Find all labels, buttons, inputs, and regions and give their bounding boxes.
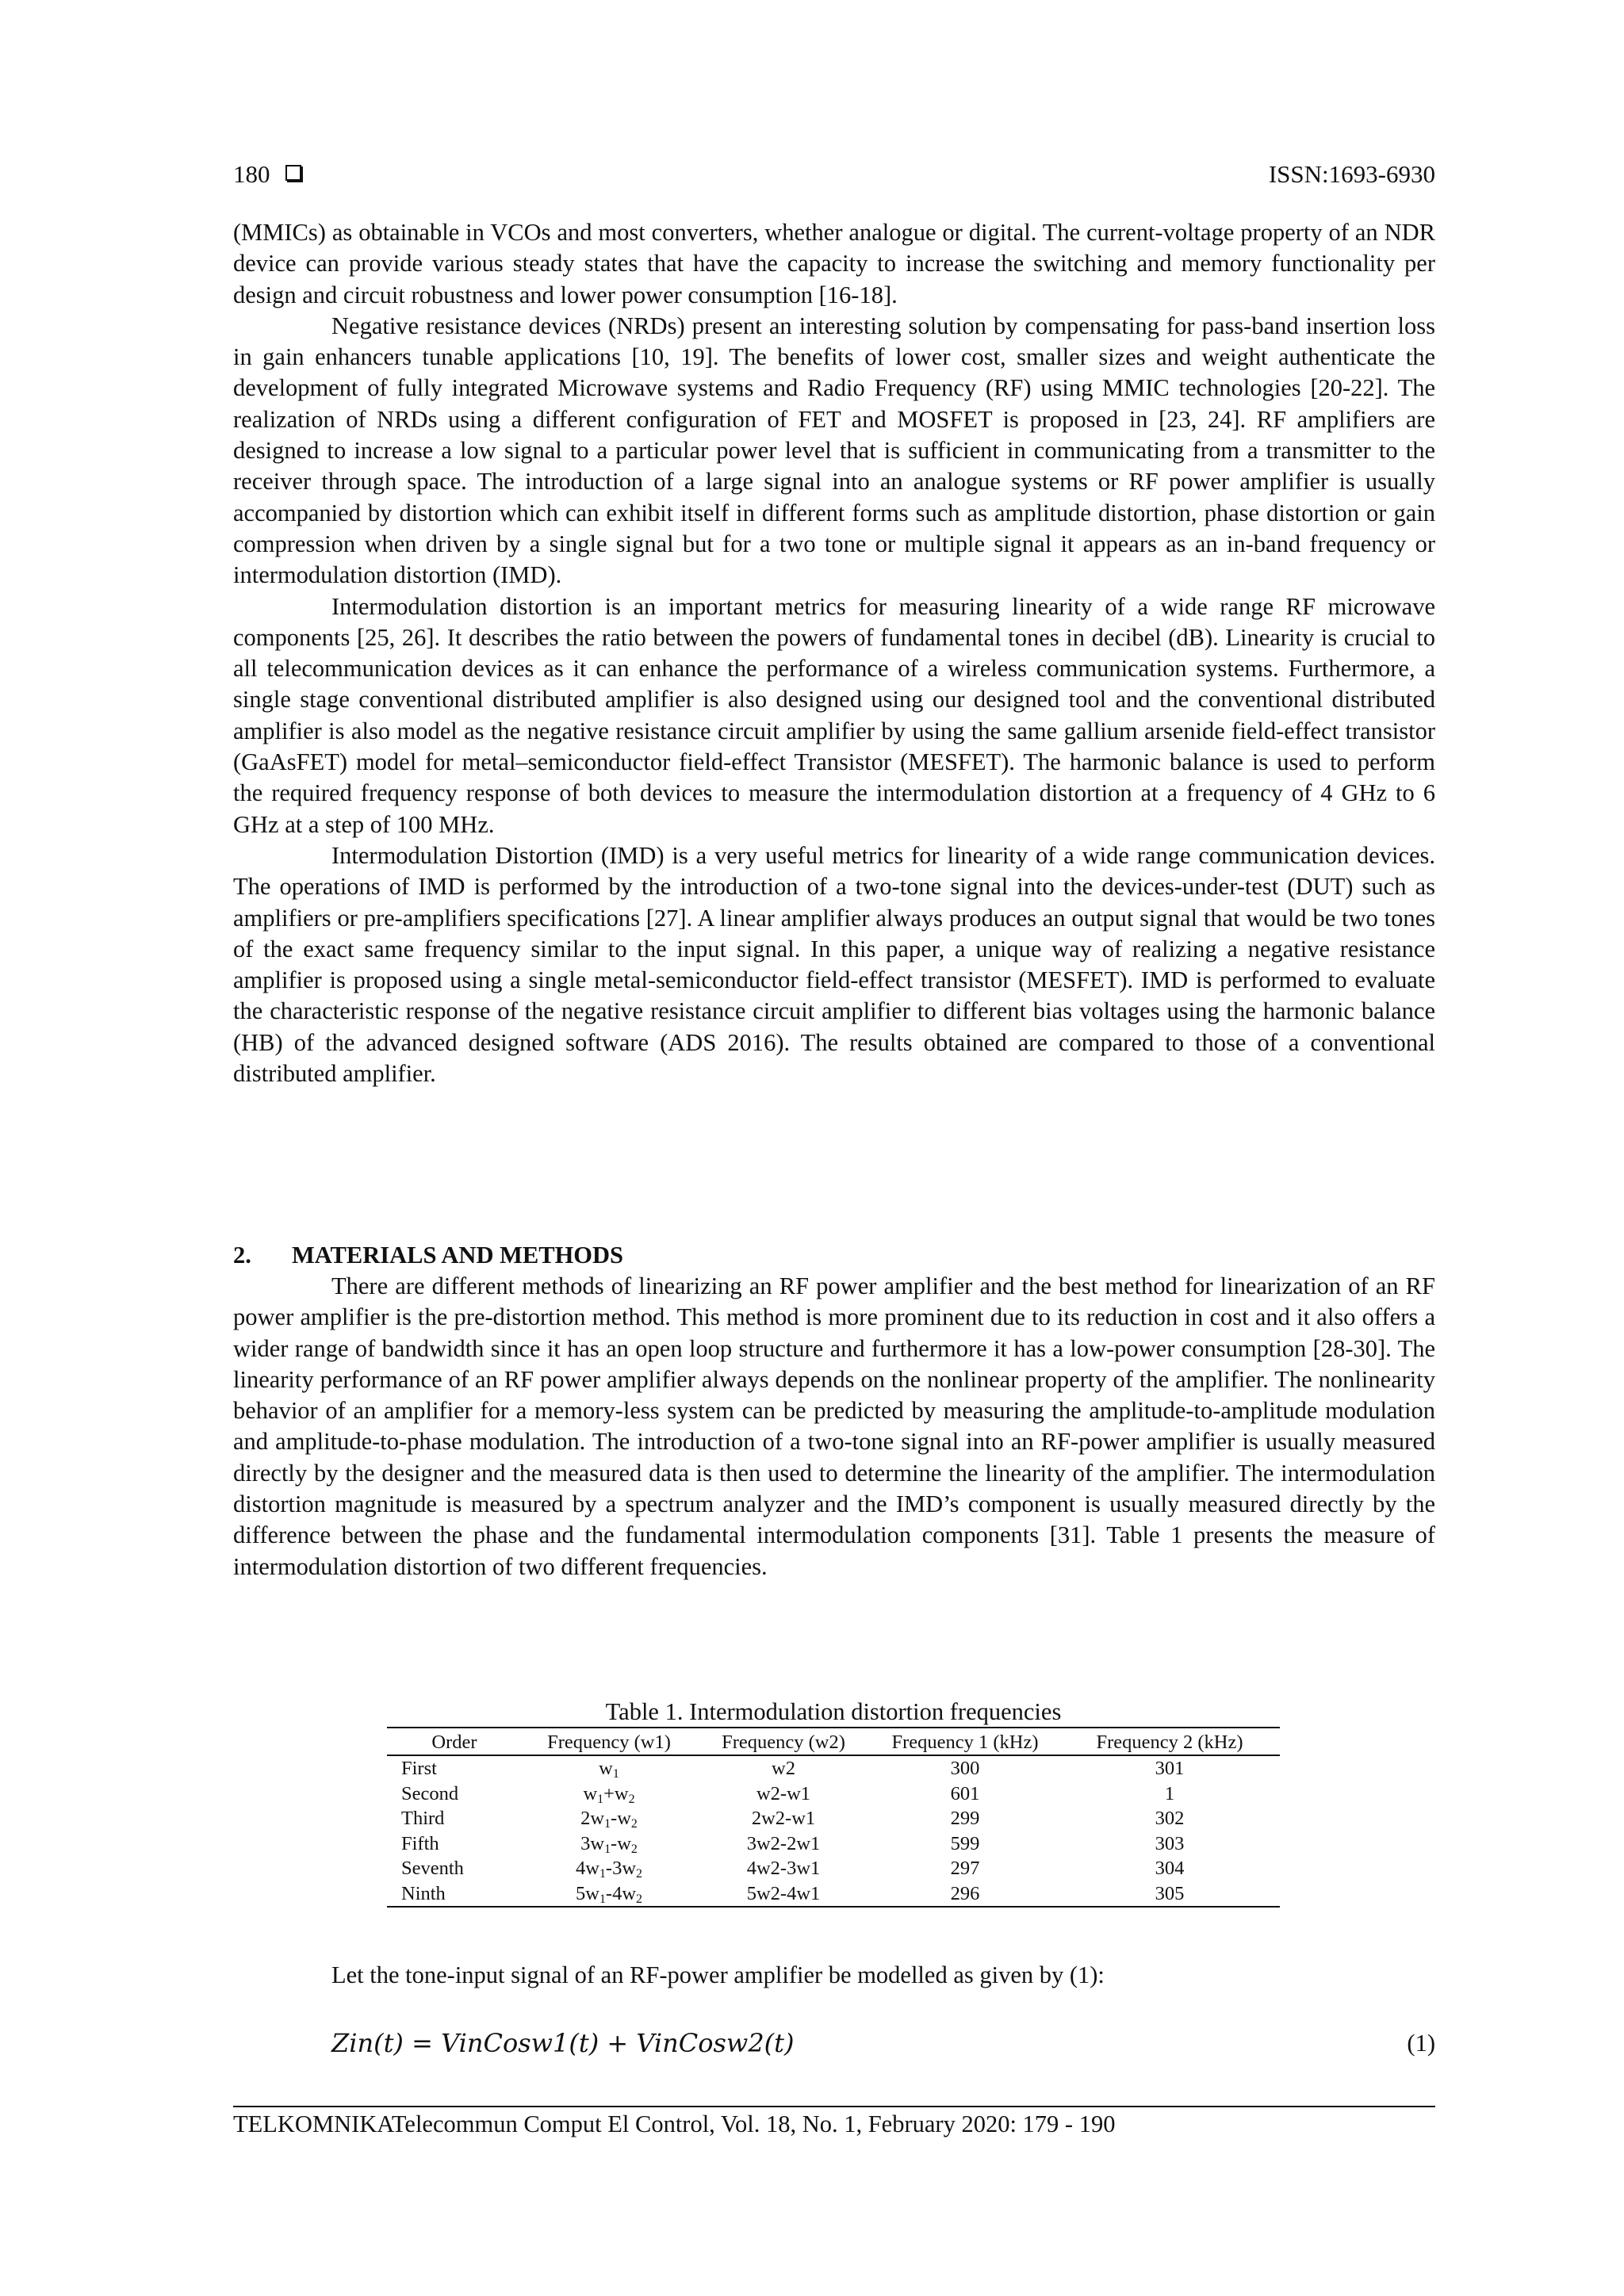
table-row [387, 1781, 1280, 1807]
table-cell: $3w_1-w_2$ [580, 1832, 638, 1856]
equation-number: (1) [1407, 2030, 1435, 2057]
table-cell: $2w_1-w_2$ [580, 1808, 638, 1831]
table-cell: $w_1+w_2$ [583, 1782, 635, 1806]
table-cell: Seventh [401, 1858, 464, 1880]
table-cell: Ninth [387, 1881, 522, 1908]
table-cell: 4w2-3w1 [746, 1858, 821, 1880]
intermodulation-table [387, 1727, 1280, 1908]
table-cell: $4w_1-3w_2$ [576, 1858, 642, 1881]
table-row [387, 1831, 1280, 1857]
table-cell: 302 [1155, 1808, 1185, 1830]
page-header [233, 159, 1435, 190]
table-cell: w2 [772, 1758, 795, 1780]
equation-intro: Let the tone-input signal of an RF-power amplifier be modelled as given by (1): [331, 1961, 1105, 1988]
footer-citation: TELKOMNIKATelecommun Comput El Control, Vol. 18, No. 1, February 2020: 179 - 190 [233, 2110, 1116, 2137]
paragraph-1: (MMICs) as obtainable in VCOs and most converters, whether analogue or digital. The current-voltage property of an NDR device can provide various steady states that have the capacity to increase the switching and memory functionality per design and circuit robustness and lower power consumption [16-18]. [233, 219, 1435, 308]
paragraph-2: Negative resistance devices (NRDs) present an interesting solution by compensating for pass-band insertion loss in gain enhancers tunable applications [10, 19]. The benefits of lower cost, smaller sizes and weight authenticate the development of fully integrated Microwave systems and Radio Frequency (RF) using MMIC technologies [20-22]. The realization of NRDs using a different configuration of FET and MOSFET is proposed in [23, 24]. RF amplifiers are designed to increase a low signal to a particular power level that is sufficient in communicating from a transmitter to the receiver through space. The introduction of a large signal into an analogue systems or RF power amplifier is usually accompanied by distortion which can exhibit itself in different forms such as amplitude distortion, phase distortion or gain compression when driven by a single signal but for a two tone or multiple signal it appears as an in-band frequency or intermodulation distortion (IMD). [233, 312, 1435, 589]
table-row [387, 1806, 1280, 1831]
section-title: MATERIALS AND METHODS [292, 1242, 624, 1269]
paragraph-4: Intermodulation Distortion (IMD) is a very useful metrics for linearity of a wide range communication devices. The operations of IMD is performed by the introduction of a two-tone signal into the devices-under-test (DUT) such as amplifiers or pre-amplifiers specifications [27]. A linear amplifier always produces an output signal that would be two tones of the exact same frequency similar to the input signal. In this paper, a unique way of realizing a negative resistance amplifier is proposed using a single metal-semiconductor field-effect transistor (MESFET). IMD is performed to evaluate the characteristic response of the negative resistance circuit amplifier to different bias voltages using the harmonic balance (HB) of the advanced designed software (ADS 2016). The results obtained are compared to those of a conventional distributed amplifier. [233, 841, 1435, 1088]
paragraph-3: Intermodulation distortion is an important metrics for measuring linearity of a wide range RF microwave components [25, 26]. It describes the ratio between the powers of fundamental tones in decibel (dB). Linearity is crucial to all telecommunication devices as it can enhance the performance of a wireless communication systems. Furthermore, a single stage conventional distributed amplifier is also designed using our designed tool and the conventional distributed amplifier is also model as the negative resistance circuit amplifier by using the same gallium arsenide field-effect transistor (GaAsFET) model for metal–semiconductor field-effect Transistor (MESFET). The harmonic balance is used to perform the required frequency response of both devices to measure the intermodulation distortion at a frequency of 4 GHz to 6 GHz at a step of 100 MHz. [233, 592, 1435, 838]
table-cell: 2w2-w1 [751, 1808, 816, 1830]
square-bullet-icon [285, 165, 301, 181]
table-header: Frequency (w2) [696, 1728, 871, 1755]
table-header: Frequency 2 (kHz) [1059, 1728, 1280, 1755]
table-cell: $w_1$ [599, 1758, 619, 1781]
table-cell: First [401, 1758, 437, 1780]
equation: Zin(t) = VinCosw1(t) + VinCosw2(t) [331, 2028, 795, 2058]
table-cell: 305 [1059, 1881, 1280, 1908]
table-cell: 301 [1155, 1758, 1185, 1780]
footer-rule [233, 2106, 1435, 2107]
table-cell: w2-w1 [756, 1782, 811, 1804]
table-cell: 1 [1164, 1782, 1175, 1804]
table-cell: Fifth [401, 1832, 439, 1854]
table-header-row [387, 1728, 1280, 1755]
issn: ISSN:1693-6930 [1268, 160, 1435, 188]
table-header: Order [387, 1728, 522, 1755]
table-body [387, 1755, 1280, 1907]
page-number: 180 [233, 160, 270, 188]
section-number: 2. [233, 1242, 251, 1269]
table-cell: 601 [950, 1782, 980, 1804]
table-block [387, 1697, 1280, 1908]
table-caption: Table 1. Intermodulation distortion frequencies [605, 1698, 1062, 1725]
section-heading [233, 1240, 1435, 1271]
table-header: Frequency 1 (kHz) [871, 1728, 1059, 1755]
table-header: Frequency (w1) [522, 1728, 696, 1755]
table-cell: 5w2-4w1 [696, 1881, 871, 1908]
table-row [387, 1755, 1280, 1781]
section-paragraph: There are different methods of linearizing an RF power amplifier and the best method for linearization of an RF power amplifier is the pre-distortion method. This method is more prominent due to its reduction in cost and it also offers a wider range of bandwidth since it has an open loop structure and furthermore it has a low-power consumption [28-30]. The linearity performance of an RF power amplifier always depends on the nonlinear property of the amplifier. The nonlinearity behavior of an amplifier for a memory-less system can be predicted by measuring the amplitude-to-amplitude modulation and amplitude-to-phase modulation. The introduction of a two-tone signal into an RF-power amplifier is usually measured directly by the designer and the measured data is then used to determine the linearity of the amplifier. The intermodulation distortion magnitude is measured by a spectrum analyzer and the IMD’s component is usually measured directly by the difference between the phase and the fundamental intermodulation components [31]. Table 1 presents the measure of intermodulation distortion of two different frequencies. [233, 1272, 1435, 1580]
body-text [233, 217, 1435, 1089]
table-cell: 3w2-2w1 [746, 1832, 821, 1854]
table-cell: 304 [1155, 1858, 1185, 1880]
table-cell: Third [401, 1808, 445, 1830]
table-cell: 296 [871, 1881, 1059, 1908]
table-cell: 299 [950, 1808, 980, 1830]
table-row [387, 1856, 1280, 1881]
table-cell: 303 [1155, 1832, 1185, 1854]
table-cell: $5w_1-4w_2$ [522, 1881, 696, 1908]
table-row [387, 1881, 1280, 1908]
table-cell: 599 [950, 1832, 980, 1854]
table-cell: 297 [950, 1858, 980, 1880]
table-cell: 300 [950, 1758, 980, 1780]
table-cell: Second [401, 1782, 459, 1804]
